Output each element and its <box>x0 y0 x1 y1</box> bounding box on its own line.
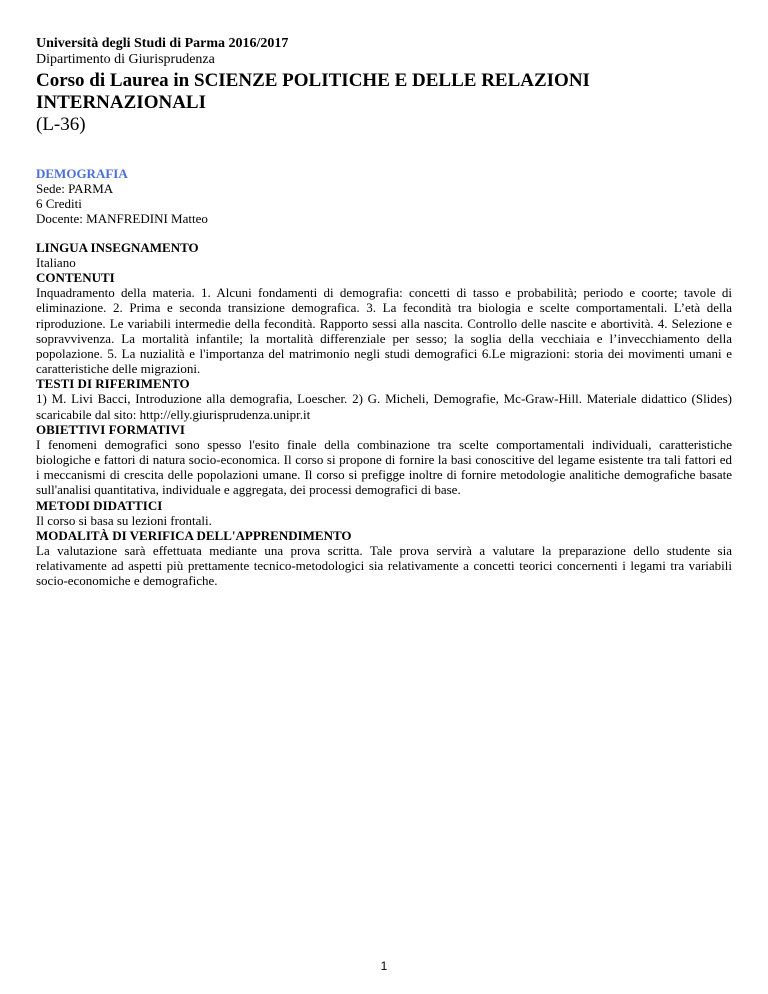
department-heading: Dipartimento di Giurisprudenza <box>36 52 215 67</box>
course-code: (L-36) <box>36 114 86 135</box>
section-body-references: 1) M. Livi Bacci, Introduzione alla demografia, Loescher. 2) G. Micheli, Demografie, Mc-Graw-Hill. Materiale didattico (Slides) scaricabile dal sito: http://elly.giurisprudenza.unipr.it <box>36 391 732 422</box>
section-body-language: Italiano <box>36 255 76 270</box>
section-title-references: TESTI DI RIFERIMENTO <box>36 376 190 392</box>
university-heading: Università degli Studi di Parma 2016/2017 <box>36 36 289 51</box>
subject-title: DEMOGRAFIA <box>36 166 128 181</box>
section-title-language: LINGUA INSEGNAMENTO <box>36 240 199 255</box>
page-number: 1 <box>380 959 388 973</box>
section-body-methods: Il corso si basa su lezioni frontali. <box>36 512 212 528</box>
subject-location: Sede: PARMA <box>36 181 114 196</box>
section-title-assessment: MODALITÀ DI VERIFICA DELL'APPRENDIMENTO <box>36 527 352 543</box>
subject-teacher: Docente: MANFREDINI Matteo <box>36 211 208 226</box>
section-title-methods: METODI DIDATTICI <box>36 497 163 513</box>
subject-credits: 6 Crediti <box>36 196 82 211</box>
course-sections <box>36 240 732 588</box>
document-page <box>36 36 732 588</box>
course-title: Corso di Laurea in SCIENZE POLITICHE E DELLE RELAZIONI INTERNAZIONALI <box>36 70 590 113</box>
section-body-contents: Inquadramento della materia. 1. Alcuni fondamenti di demografia: concetti di tasso e probabilità; periodo e coorte; tavole di eliminazione. 2. Prima e seconda transizione demografica. 3. La fecondità tra biologia e scelte comportamentali. L’età della riproduzione. Le variabili intermedie della fecondità. Rapporto sessi alla nascita. Controllo delle nascite e abortività. 4. Selezione e sopravvivenza. La mortalità infantile; la mortalità differenziale per sesso; la soglia della vecchiaia e l’invecchiamento della popolazione. 5. La nuzialità e l'importanza del matrimonio negli studi demografici 6.Le migrazioni: storia dei movimenti umani e caratteristiche delle migrazioni. <box>36 285 732 377</box>
section-body-objectives: I fenomeni demografici sono spesso l'esito finale della combinazione tra scelte comportamentali individuali, caratteristiche biologiche e fattori di natura socio-economica. Il corso si propone di fornire la basi conoscitive del legame esistente tra tali fattori ed i meccanismi di crescita delle popolazioni umane. Il corso si prefigge inoltre di fornire metodologie analitiche demografiche basate sull'analisi quantitativa, individuale e aggregata, dei processi demografici di base. <box>36 436 732 498</box>
section-body-assessment: La valutazione sarà effettuata mediante una prova scritta. Tale prova servirà a valutare la preparazione dello studente sia relativamente ad aspetti più prettamente tecnico-metodologici sia relativamente a concetti teorici concernenti i legami tra variabili socio-economiche e demografiche. <box>36 542 732 589</box>
section-title-contents: CONTENUTI <box>36 270 115 286</box>
section-title-objectives: OBIETTIVI FORMATIVI <box>36 421 185 437</box>
